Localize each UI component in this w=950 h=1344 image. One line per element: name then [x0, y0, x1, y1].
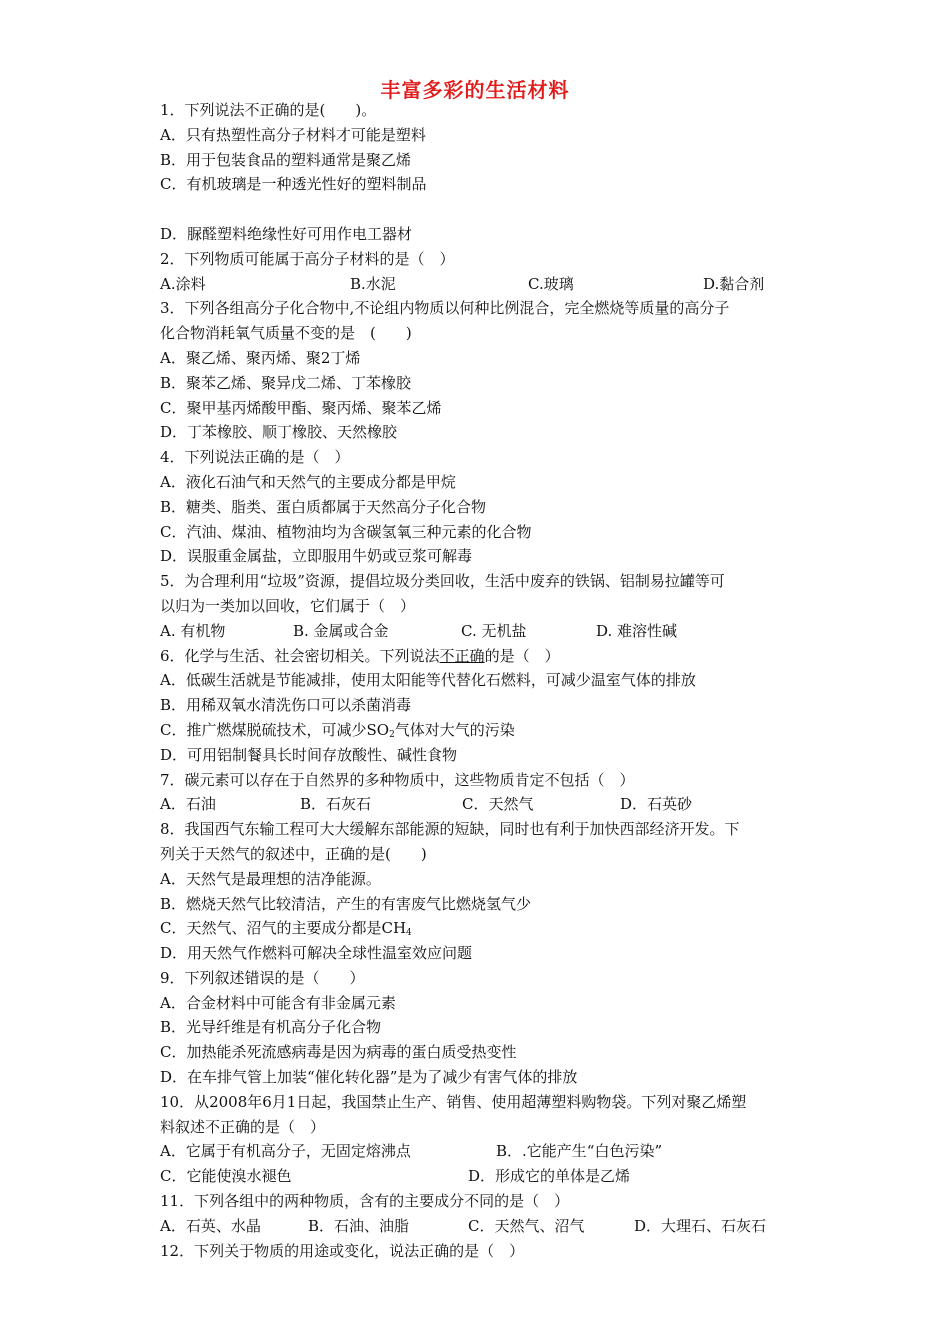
- q10-option-c: C．它能使溴水褪色: [160, 1167, 292, 1186]
- q6-option-b: B．用稀双氧水清洗伤口可以杀菌消毒: [160, 696, 412, 715]
- q11-option-b: B．石油、油脂: [308, 1216, 410, 1235]
- q8-option-b: B．燃烧天然气比较清洁，产生的有害废气比燃烧氢气少: [160, 894, 532, 913]
- q4-option-a: A．液化石油气和天然气的主要成分都是甲烷: [160, 472, 456, 491]
- q6-option-c-text: C．推广燃煤脱硫技术，可减少SO: [160, 720, 390, 739]
- q7-option-d: D．石英砂: [620, 795, 693, 814]
- q3-stem-line1: 3．下列各组高分子化合物中,不论组内物质以何种比例混合，完全燃烧等质量的高分子: [160, 299, 730, 318]
- question-list: [160, 98, 800, 1263]
- q5-option-c: C. 无机盐: [461, 621, 527, 640]
- q10-options-row1: [160, 1139, 800, 1164]
- q1-option-b: B．用于包装食品的塑料通常是聚乙烯: [160, 150, 412, 169]
- q9-option-d: D．在车排气管上加装“催化转化器”是为了减少有害气体的排放: [160, 1068, 578, 1087]
- q5-option-b: B. 金属或合金: [293, 621, 389, 640]
- q2-option-a: A.涂料: [160, 274, 206, 293]
- q3-option-a: A．聚乙烯、聚丙烯、聚2丁烯: [160, 348, 361, 367]
- q9-stem: 9．下列叙述错误的是（ ）: [160, 968, 365, 987]
- q8-option-a: A．天然气是最理想的洁净能源。: [160, 869, 381, 888]
- q5-option-d: D. 难溶性碱: [596, 621, 678, 640]
- q6-stem-end: 的是（ ）: [484, 646, 560, 665]
- q5-stem-line1: 5．为合理利用“垃圾”资源，提倡垃圾分类回收，生活中废弃的铁锅、铝制易拉罐等可: [160, 572, 725, 591]
- q10-options-row2: [160, 1164, 800, 1189]
- q9-option-c: C．加热能杀死流感病毒是因为病毒的蛋白质受热变性: [160, 1043, 517, 1062]
- q2-options: [160, 272, 800, 297]
- q8-stem-line1: 8．我国西气东输工程可大大缓解东部能源的短缺，同时也有利于加快西部经济开发。下: [160, 820, 740, 839]
- q7-stem: 7．碳元素可以存在于自然界的多种物质中，这些物质肯定不包括（ ）: [160, 770, 635, 789]
- q10-option-a: A．它属于有机高分子，无固定熔沸点: [160, 1142, 411, 1161]
- q3-option-d: D．丁苯橡胶、顺丁橡胶、天然橡胶: [160, 423, 398, 442]
- q4-option-b: B．糖类、脂类、蛋白质都属于天然高分子化合物: [160, 497, 487, 516]
- q6-option-c: [160, 718, 800, 743]
- q8-option-c: [160, 916, 800, 941]
- q4-stem: 4．下列说法正确的是（ ）: [160, 448, 350, 467]
- q6-option-d: D．可用铝制餐具长时间存放酸性、碱性食物: [160, 745, 458, 764]
- q8-option-c-text: C．天然气、沼气的主要成分都是CH: [160, 919, 407, 938]
- q7-option-b: B．石灰石: [300, 795, 372, 814]
- q9-option-a: A．合金材料中可能含有非金属元素: [160, 993, 396, 1012]
- q7-option-c: C．天然气: [462, 795, 534, 814]
- q9-option-b: B．光导纤维是有机高分子化合物: [160, 1018, 382, 1037]
- q1-option-a: A．只有热塑性高分子材料才可能是塑料: [160, 125, 426, 144]
- q6-stem: [160, 644, 800, 669]
- q2-option-d: D.黏合剂: [703, 274, 765, 293]
- q4-option-d: D．误服重金属盐，立即服用牛奶或豆浆可解毒: [160, 547, 473, 566]
- subscript: 2: [389, 729, 395, 740]
- q11-option-a: A．石英、水晶: [160, 1216, 261, 1235]
- q7-option-a: A．石油: [160, 795, 216, 814]
- q7-options: [160, 792, 800, 817]
- q6-stem-text: 6．化学与生活、社会密切相关。下列说法: [160, 646, 440, 665]
- q1-stem: 1．下列说法不正确的是( )。: [160, 101, 377, 119]
- q2-option-c: C.玻璃: [528, 274, 574, 293]
- q10-stem-line2: 料叙述不正确的是（ ）: [160, 1117, 326, 1136]
- q3-stem-line2: 化合物消耗氧气质量不变的是 ( ): [160, 324, 412, 343]
- q6-stem-underlined: 不正确: [439, 646, 485, 665]
- q1-option-d: D．脲醛塑料绝缘性好可用作电工器材: [160, 224, 413, 243]
- q8-option-d: D．用天然气作燃料可解决全球性温室效应问题: [160, 944, 473, 963]
- subscript: 4: [406, 928, 412, 939]
- q6-option-c-end: 气体对大气的污染: [394, 720, 515, 739]
- q1-option-c: C．有机玻璃是一种透光性好的塑料制品: [160, 175, 427, 194]
- q5-options: [160, 619, 800, 644]
- q11-options: [160, 1214, 800, 1239]
- q10-option-b: B．.它能产生“白色污染”: [496, 1142, 663, 1161]
- q12-stem: 12．下列关于物质的用途或变化，说法正确的是（ ）: [160, 1241, 525, 1260]
- q11-option-d: D．大理石、石灰石: [634, 1216, 767, 1235]
- q6-option-a: A．低碳生活就是节能减排，使用太阳能等代替化石燃料，可减少温室气体的排放: [160, 671, 696, 690]
- q10-option-d: D．形成它的单体是乙烯: [468, 1167, 631, 1186]
- q8-stem-line2: 列关于天然气的叙述中，正确的是( ): [160, 844, 427, 863]
- q5-option-a: A. 有机物: [160, 621, 226, 640]
- q3-option-b: B．聚苯乙烯、聚异戊二烯、丁苯橡胶: [160, 373, 412, 392]
- q2-option-b: B.水泥: [350, 274, 396, 293]
- q5-stem-line2: 以归为一类加以回收，它们属于（ ）: [160, 596, 416, 615]
- q11-stem: 11．下列各组中的两种物质，含有的主要成分不同的是（ ）: [160, 1192, 570, 1211]
- q4-option-c: C．汽油、煤油、植物油均为含碳氢氧三种元素的化合物: [160, 522, 532, 541]
- document-title: 丰富多彩的生活材料: [380, 78, 570, 102]
- q10-stem-line1: 10．从2008年6月1日起，我国禁止生产、销售、使用超薄塑料购物袋。下列对聚乙烯塑: [160, 1092, 747, 1111]
- q2-stem: 2．下列物质可能属于高分子材料的是（ ）: [160, 249, 455, 268]
- q3-option-c: C．聚甲基丙烯酸甲酯、聚丙烯、聚苯乙烯: [160, 398, 442, 417]
- q11-option-c: C．天然气、沼气: [468, 1216, 585, 1235]
- blank-line: [160, 197, 800, 222]
